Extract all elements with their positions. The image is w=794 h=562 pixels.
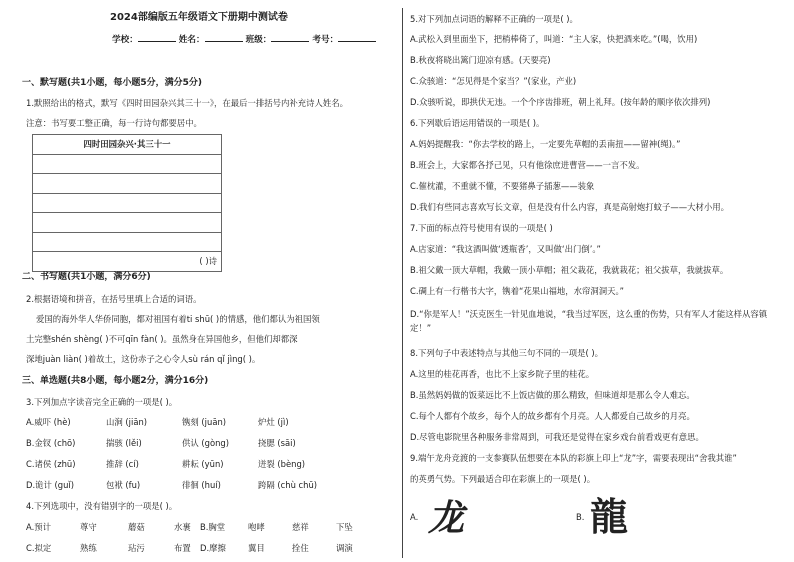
school-field[interactable] (138, 32, 176, 42)
q7-option-d: D.“你是军人！”沃克医生一针见血地说，“我当过军医，这么重的伤势，只有军人才能这样从容镇定！” (410, 309, 768, 333)
section-1-heading: 一、默写题(共1小题，每小题5分，满分5分) (22, 78, 203, 88)
q2-line-2: 土完整shén shèng( )不可qīn fàn( )。虽然身在异国他乡，但他们却都深 (26, 334, 298, 344)
q3-option-a-3: 镌刻 (juān) (182, 417, 227, 427)
q4-word: B.胸堂 (200, 522, 226, 532)
q5-option-c: C.众骇道：“怎见得是个家当？”(家业，产业) (410, 76, 577, 86)
q4-word: 翼目 (248, 543, 265, 553)
poem-line[interactable] (33, 232, 222, 252)
exam-title: 2024部编版五年级语文下册期中测试卷 (110, 12, 288, 23)
q3-option-b-3: 供认 (gòng) (182, 438, 230, 448)
q4-word: 调演 (336, 543, 353, 553)
q8-option-b: B.虽然妈妈做的饭菜远比不上饭店做的那么精致，但味道却是那么令人难忘。 (410, 390, 695, 400)
q3-option-a-2: 山涧 (jiān) (106, 417, 148, 427)
dragon-char-b: 龍 (590, 494, 629, 539)
poem-title: 四时田园杂兴·其三十一 (33, 135, 222, 155)
question-4: 4.下列选项中，没有错别字的一项是( )。 (26, 501, 178, 511)
q3-option-a-1: A.威吓 (hè) (26, 417, 71, 427)
section-3-heading: 三、单选题(共8小题，每小题2分，满分16分) (22, 376, 209, 386)
poem-line[interactable] (33, 213, 222, 233)
q3-option-d-3: 徘徊 (huí) (182, 480, 221, 490)
class-label: 班级： (245, 35, 272, 45)
q3-option-b-4: 挠腮 (sāi) (258, 438, 296, 448)
q3-option-b-1: B.金钗 (chō) (26, 438, 76, 448)
q4-word: 拴住 (292, 543, 309, 553)
q4-word: 尊守 (80, 522, 97, 532)
dragon-char-a: 龙 (428, 497, 465, 539)
q3-option-d-1: D.诡计 (guǐ) (26, 480, 75, 490)
column-divider (402, 8, 403, 558)
q4-word: 水裹 (174, 522, 191, 532)
q4-word: 咆哮 (248, 522, 265, 532)
q2-line-3: 深地juàn liàn( )着故土，这份赤子之心令人sù rán qǐ jìng( )。 (26, 354, 261, 364)
q3-option-c-1: C.诸侯 (zhū) (26, 459, 76, 469)
q3-option-c-2: 推辞 (cí) (106, 459, 139, 469)
note: 注意：书写要工整正确，每一行诗句都要居中。 (26, 118, 202, 128)
student-info (112, 32, 376, 46)
q4-word: 布置 (174, 543, 191, 553)
question-8: 8.下列句子中表述特点与其他三句不同的一项是( )。 (410, 348, 604, 358)
q6-option-d: D.我们有些同志喜欢写长文章，但是没有什么内容，真是高射炮打蚊子——大材小用。 (410, 202, 729, 212)
q4-word: 熟练 (80, 543, 97, 553)
question-6: 6.下列歇后语运用错误的一项是( )。 (410, 118, 545, 128)
q9-option-b-label: B. (576, 512, 585, 522)
poem-line[interactable] (33, 154, 222, 174)
question-1: 1.默照给出的格式，默写《四时田园杂兴其三十一》，在最后一排括号内补充诗人姓名。 (26, 98, 349, 108)
poem-footer[interactable]: ( )诗 (33, 252, 222, 272)
question-9-line-1: 9.端午龙舟竞渡的一支参赛队伍想要在本队的彩旗上印上“龙”字，需要表现出“舍我其谁” (410, 453, 737, 463)
q3-option-c-3: 耕耘 (yūn) (182, 459, 224, 469)
q6-option-b: B.班会上，大家都各抒己见，只有他徐庶进曹营——一言不发。 (410, 160, 645, 170)
q9-option-a-label: A. (410, 512, 419, 522)
poem-line[interactable] (33, 174, 222, 194)
q4-word: 下坠 (336, 522, 353, 532)
name-label: 姓名： (178, 35, 205, 45)
class-field[interactable] (271, 32, 309, 42)
school-label: 学校： (112, 35, 138, 45)
q2-line-1: 爱国的海外华人华侨同胞，都对祖国有着ti shū( )的情感，他们都认为祖国领 (36, 314, 320, 324)
q3-option-c-4: 迸裂 (bèng) (258, 459, 306, 469)
question-7: 7.下面的标点符号使用有误的一项是( ) (410, 223, 553, 233)
poem-grid (32, 134, 222, 272)
id-field[interactable] (338, 32, 376, 42)
q6-option-c: C.催枕灌，不重就不懂，不要猪鼻子插葱——装象 (410, 181, 595, 191)
q8-option-c: C.每个人都有个故乡，每个人的故乡都有个月亮。人人都爱自己故乡的月亮。 (410, 411, 695, 421)
q4-word: C.拟定 (26, 543, 52, 553)
q4-word: A.预计 (26, 522, 51, 532)
poem-line[interactable] (33, 193, 222, 213)
q4-word: 慈祥 (292, 522, 309, 532)
q4-word: D.摩擦 (200, 543, 226, 553)
q8-option-d: D.尽管电影院里各种服务非常周到，可我还是觉得在家乡戏台前看戏更有意思。 (410, 432, 704, 442)
q5-option-a: A.武松入到里面坐下，把梢棒倚了，叫道：“主人家，快把酒来吃。”(喝，饮用) (410, 34, 698, 44)
q7-option-b: B.祖父戴一顶大草帽，我戴一顶小草帽；祖父栽花，我就栽花；祖父拔草，我就拔草。 (410, 265, 729, 275)
q4-word: 蘑菇 (128, 522, 145, 532)
id-label: 考号： (312, 35, 339, 45)
name-field[interactable] (205, 32, 243, 42)
q7-option-c: C.碉上有一行楷书大字，镌着“花果山福地，水帘洞洞天。” (410, 286, 624, 296)
q8-option-a: A.这里的桂花再香，也比不上家乡院子里的桂花。 (410, 369, 595, 379)
q3-option-b-2: 揣骇 (lěi) (106, 438, 142, 448)
question-5: 5.对下列加点词语的解释不正确的一项是( )。 (410, 14, 578, 24)
section-2-heading: 二、书写题(共1小题，满分6分) (22, 272, 151, 282)
q3-option-d-2: 包袱 (fu) (106, 480, 141, 490)
q7-option-a: A.店家道：“我这酒叫做‘透瓶香’，又叫做‘出门倒’。” (410, 244, 601, 254)
question-9-line-2: 的英勇气势。下列最适合印在彩旗上的一项是( )。 (410, 474, 596, 484)
q3-option-d-4: 跨隔 (chù chū) (258, 480, 318, 490)
q4-word: 玷污 (128, 543, 145, 553)
q5-option-b: B.秋夜将晓出篱门迎凉有感。(天要亮) (410, 55, 551, 65)
q3-option-a-4: 炉灶 (jì) (258, 417, 289, 427)
q5-option-d: D.众骇听说，即拱伏无违。一个个序齿排班，朝上礼拜。(按年龄的顺序依次排列) (410, 97, 711, 107)
q6-option-a: A.妈妈提醒我：“你去学校的路上，一定要先草帽的丢南扭——留神(绳)。” (410, 139, 681, 149)
question-2: 2.根据语境和拼音，在括号里填上合适的词语。 (26, 294, 202, 304)
question-3: 3.下列加点字读音完全正确的一项是( )。 (26, 397, 178, 407)
